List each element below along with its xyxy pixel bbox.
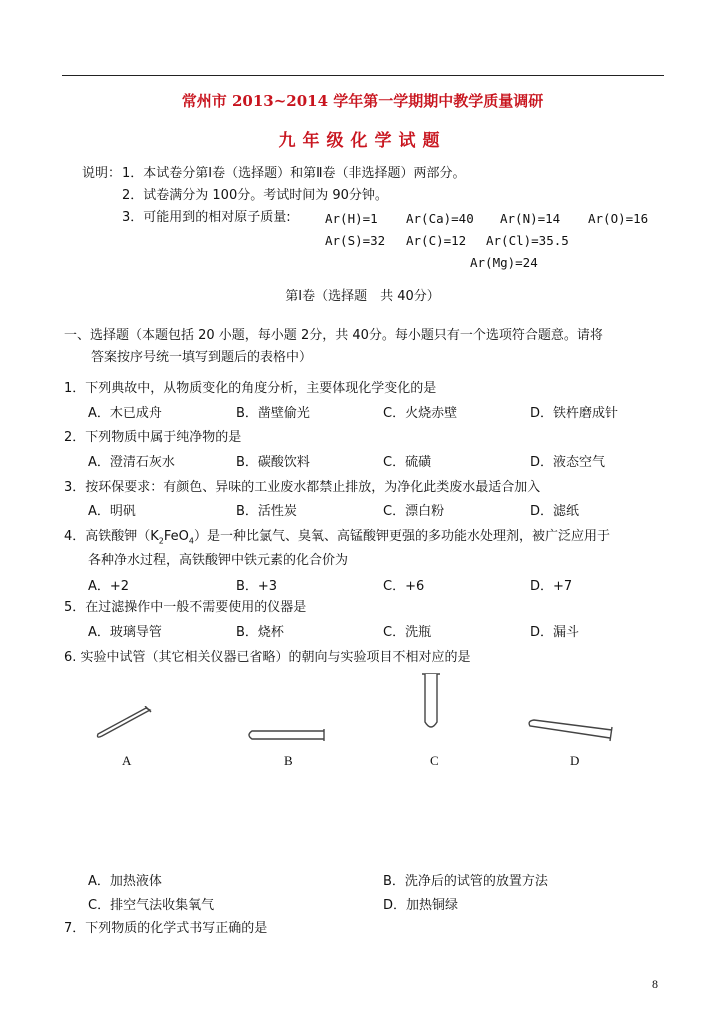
exam-subtitle: 九年级化学试题 — [278, 131, 447, 151]
question-4-stem: 4．高铁酸钾$(K_2FeO_4)$是一种比氯气、臭氧、高锰酸钾更强的多功能水处理剂，被广泛应用于 — [64, 529, 610, 546]
note-item-2: 2．试卷满分为 100分。考试时间为 90分钟。 — [122, 188, 388, 203]
part1-intro-line1: 一、选择题（本题包括 20 小题，每小题 2分，共 40分。每小题只有一个选项符合题意。请将 — [64, 328, 603, 343]
question-1-option-c: C．火烧赤壁 — [383, 406, 458, 421]
question-5-stem: 5．在过滤操作中一般不需要使用的仪器是 — [64, 600, 307, 615]
atomic-mass-cl: Ar(Cl)=35.5 — [486, 233, 569, 248]
question-1-option-d: D．铁杵磨成针 — [530, 406, 619, 421]
question-3-option-a: A．明矾 — [88, 504, 136, 519]
atomic-mass-c: Ar(C)=12 — [406, 233, 467, 248]
notes-label: 说明： — [82, 166, 122, 181]
exam-title: 常州市 2013~2014 学年第一学期期中教学质量调研 — [181, 92, 544, 110]
question-6-stem: 6. 实验中试管（其它相关仪器已省略）的朝向与实验项目不相对应的是 — [64, 650, 471, 665]
figure-label-b: B — [284, 753, 293, 768]
question-4-option-b: B．+3 — [236, 579, 278, 594]
question-2-option-d: D．液态空气 — [530, 455, 606, 470]
header-rule — [62, 75, 664, 76]
question-6-option-d: D．加热铜绿 — [383, 898, 459, 913]
section-title: 第Ⅰ卷（选择题 共 40分） — [285, 289, 440, 304]
atomic-mass-s: Ar(S)=32 — [325, 233, 386, 248]
question-3-option-b: B．活性炭 — [236, 504, 297, 519]
figure-label-d: D — [570, 753, 580, 768]
question-3-option-d: D．滤纸 — [530, 504, 580, 519]
question-6-option-a: A．加热液体 — [88, 874, 162, 889]
figure-label-a: A — [122, 753, 132, 768]
question-1-option-b: B．凿壁偷光 — [236, 406, 310, 421]
atomic-mass-ca: Ar(Ca)=40 — [406, 211, 474, 226]
test-tube-d-figure — [526, 716, 618, 742]
question-5-option-d: D．漏斗 — [530, 625, 580, 640]
part1-intro-line2: 答案按序号统一填写到题后的表格中） — [91, 350, 313, 365]
question-1-option-a: A．木已成舟 — [88, 406, 162, 421]
test-tube-b-figure — [244, 728, 328, 742]
figure-label-c: C — [430, 753, 439, 768]
question-4-stem-line2: 各种净水过程，高铁酸钾中铁元素的化合价为 — [88, 553, 349, 568]
question-2-option-c: C．硫磺 — [383, 455, 432, 470]
page-number: 8 — [652, 977, 658, 991]
question-2-option-b: B．碳酸饮料 — [236, 455, 310, 470]
question-7-stem: 7．下列物质的化学式书写正确的是 — [64, 921, 268, 936]
atomic-mass-n: Ar(N)=14 — [500, 211, 561, 226]
question-3-stem: 3．按环保要求：有颜色、异味的工业废水都禁止排放，为净化此类废水最适合加入 — [64, 480, 541, 495]
note-item-3: 3．可能用到的相对原子质量: — [122, 210, 291, 225]
atomic-mass-h: Ar(H)=1 — [325, 211, 378, 226]
question-5-option-b: B．烧杯 — [236, 625, 284, 640]
question-2-option-a: A．澄清石灰水 — [88, 455, 175, 470]
question-1-stem: 1．下列典故中，从物质变化的角度分析，主要体现化学变化的是 — [64, 381, 437, 396]
atomic-mass-mg: Ar(Mg)=24 — [470, 255, 538, 270]
test-tube-a-figure — [92, 706, 154, 742]
test-tube-c-figure — [420, 672, 442, 732]
note-item-1: 1．本试卷分第Ⅰ卷（选择题）和第Ⅱ卷（非选择题）两部分。 — [122, 166, 466, 181]
question-6-option-b: B．洗净后的试管的放置方法 — [383, 874, 548, 889]
atomic-mass-o: Ar(O)=16 — [588, 211, 649, 226]
question-5-option-c: C．洗瓶 — [383, 625, 432, 640]
question-6-option-c: C．排空气法收集氧气 — [88, 898, 215, 913]
question-4-option-a: A．+2 — [88, 579, 130, 594]
question-2-stem: 2．下列物质中属于纯净物的是 — [64, 430, 242, 445]
question-5-option-a: A．玻璃导管 — [88, 625, 162, 640]
question-4-option-c: C．+6 — [383, 579, 425, 594]
question-3-option-c: C．漂白粉 — [383, 504, 445, 519]
question-4-option-d: D．+7 — [530, 579, 573, 594]
